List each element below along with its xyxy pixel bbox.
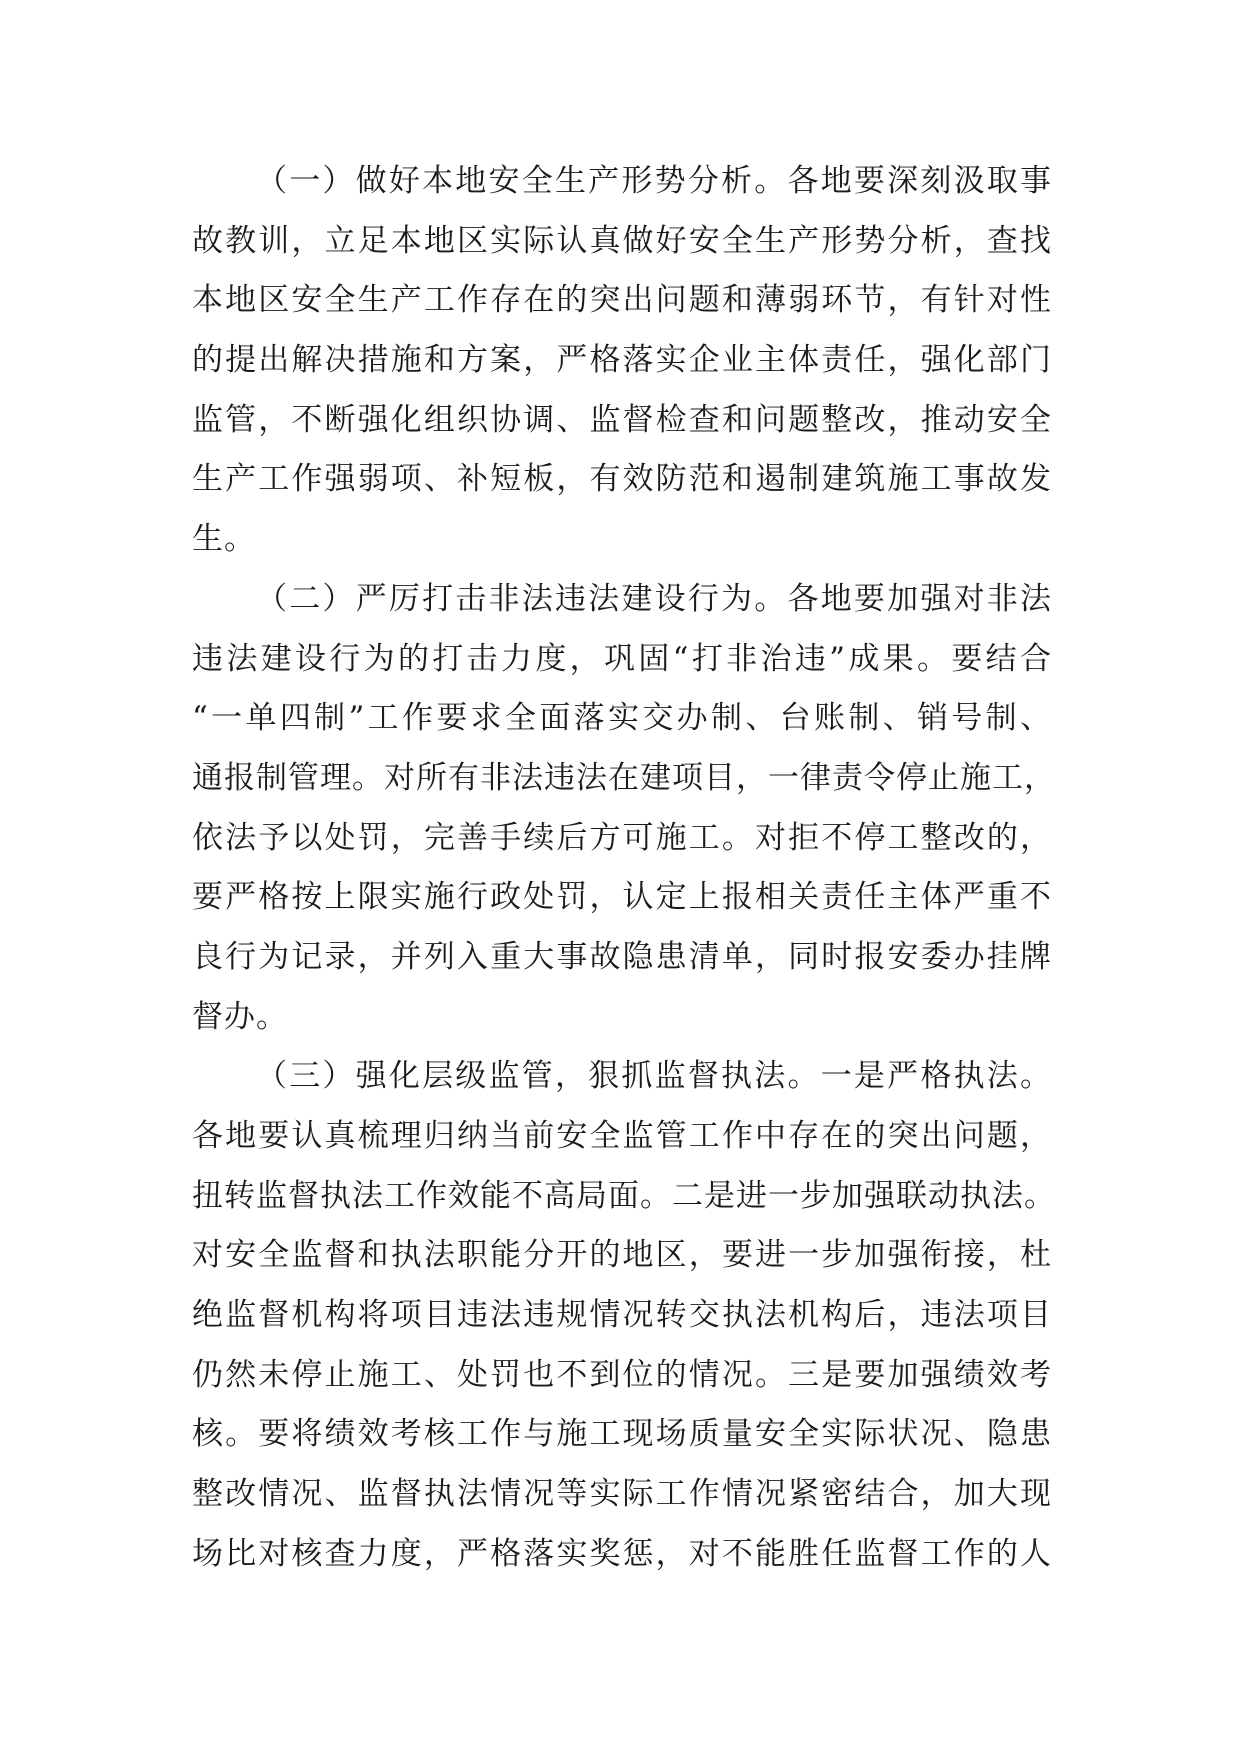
paragraph-line: 通报制管理。对所有非法违法在建项目，一律责令停止施工，: [192, 759, 1056, 796]
paragraph-line: 的提出解决措施和方案，严格落实企业主体责任，强化部门: [192, 342, 1052, 379]
paragraph-line: 各地要认真梳理归纳当前安全监管工作中存在的突出问题，: [192, 1118, 1052, 1154]
paragraph-line: （三）强化层级监管，狠抓监督执法。一是严格执法。: [256, 1058, 1052, 1095]
paragraph-line: “一单四制”工作要求全面落实交办制、台账制、销号制、: [192, 700, 1052, 737]
paragraph-line: 要严格按上限实施行政处罚，认定上报相关责任主体严重不: [192, 879, 1052, 916]
paragraph-line: 绝监督机构将项目违法违规情况转交执法机构后，违法项目: [192, 1297, 1052, 1334]
paragraph-line: 扭转监督执法工作效能不高局面。二是进一步加强联动执法。: [192, 1177, 1056, 1214]
paragraph-line: 督办。: [192, 998, 288, 1035]
paragraph-line: 生产工作强弱项、补短板，有效防范和遏制建筑施工事故发: [192, 461, 1052, 498]
paragraph-line: 核。要将绩效考核工作与施工现场质量安全实际状况、隐患: [192, 1416, 1052, 1453]
paragraph-line: 良行为记录，并列入重大事故隐患清单，同时报安委办挂牌: [192, 938, 1052, 975]
paragraph-line: 对安全监督和执法职能分开的地区，要进一步加强衔接，杜: [192, 1237, 1052, 1274]
paragraph-2: [192, 570, 1056, 1048]
paragraph-line: 整改情况、监督执法情况等实际工作情况紧密结合，加大现: [192, 1476, 1052, 1513]
paragraph-line: 监管，不断强化组织协调、监督检查和问题整改，推动安全: [192, 401, 1052, 438]
paragraph-1: [192, 152, 1052, 570]
paragraph-line: 故教训，立足本地区实际认真做好安全生产形势分析，查找: [192, 222, 1052, 259]
document-body: [192, 152, 1056, 1585]
paragraph-line: 本地区安全生产工作存在的突出问题和薄弱环节，有针对性: [192, 282, 1052, 319]
paragraph-line: 生。: [192, 521, 256, 558]
paragraph-line: 依法予以处罚，完善手续后方可施工。对拒不停工整改的，: [192, 819, 1052, 856]
paragraph-line: 仍然未停止施工、处罚也不到位的情况。三是要加强绩效考: [192, 1356, 1052, 1393]
paragraph-line: （二）严厉打击非法违法建设行为。各地要加强对非法: [256, 580, 1052, 617]
paragraph-line: （一）做好本地安全生产形势分析。各地要深刻汲取事: [256, 163, 1052, 199]
paragraph-line: 违法建设行为的打击力度，巩固“打非治违”成果。要结合: [192, 640, 1052, 677]
paragraph-3: [192, 1047, 1056, 1584]
paragraph-line: 场比对核查力度，严格落实奖惩，对不能胜任监督工作的人: [192, 1535, 1052, 1572]
